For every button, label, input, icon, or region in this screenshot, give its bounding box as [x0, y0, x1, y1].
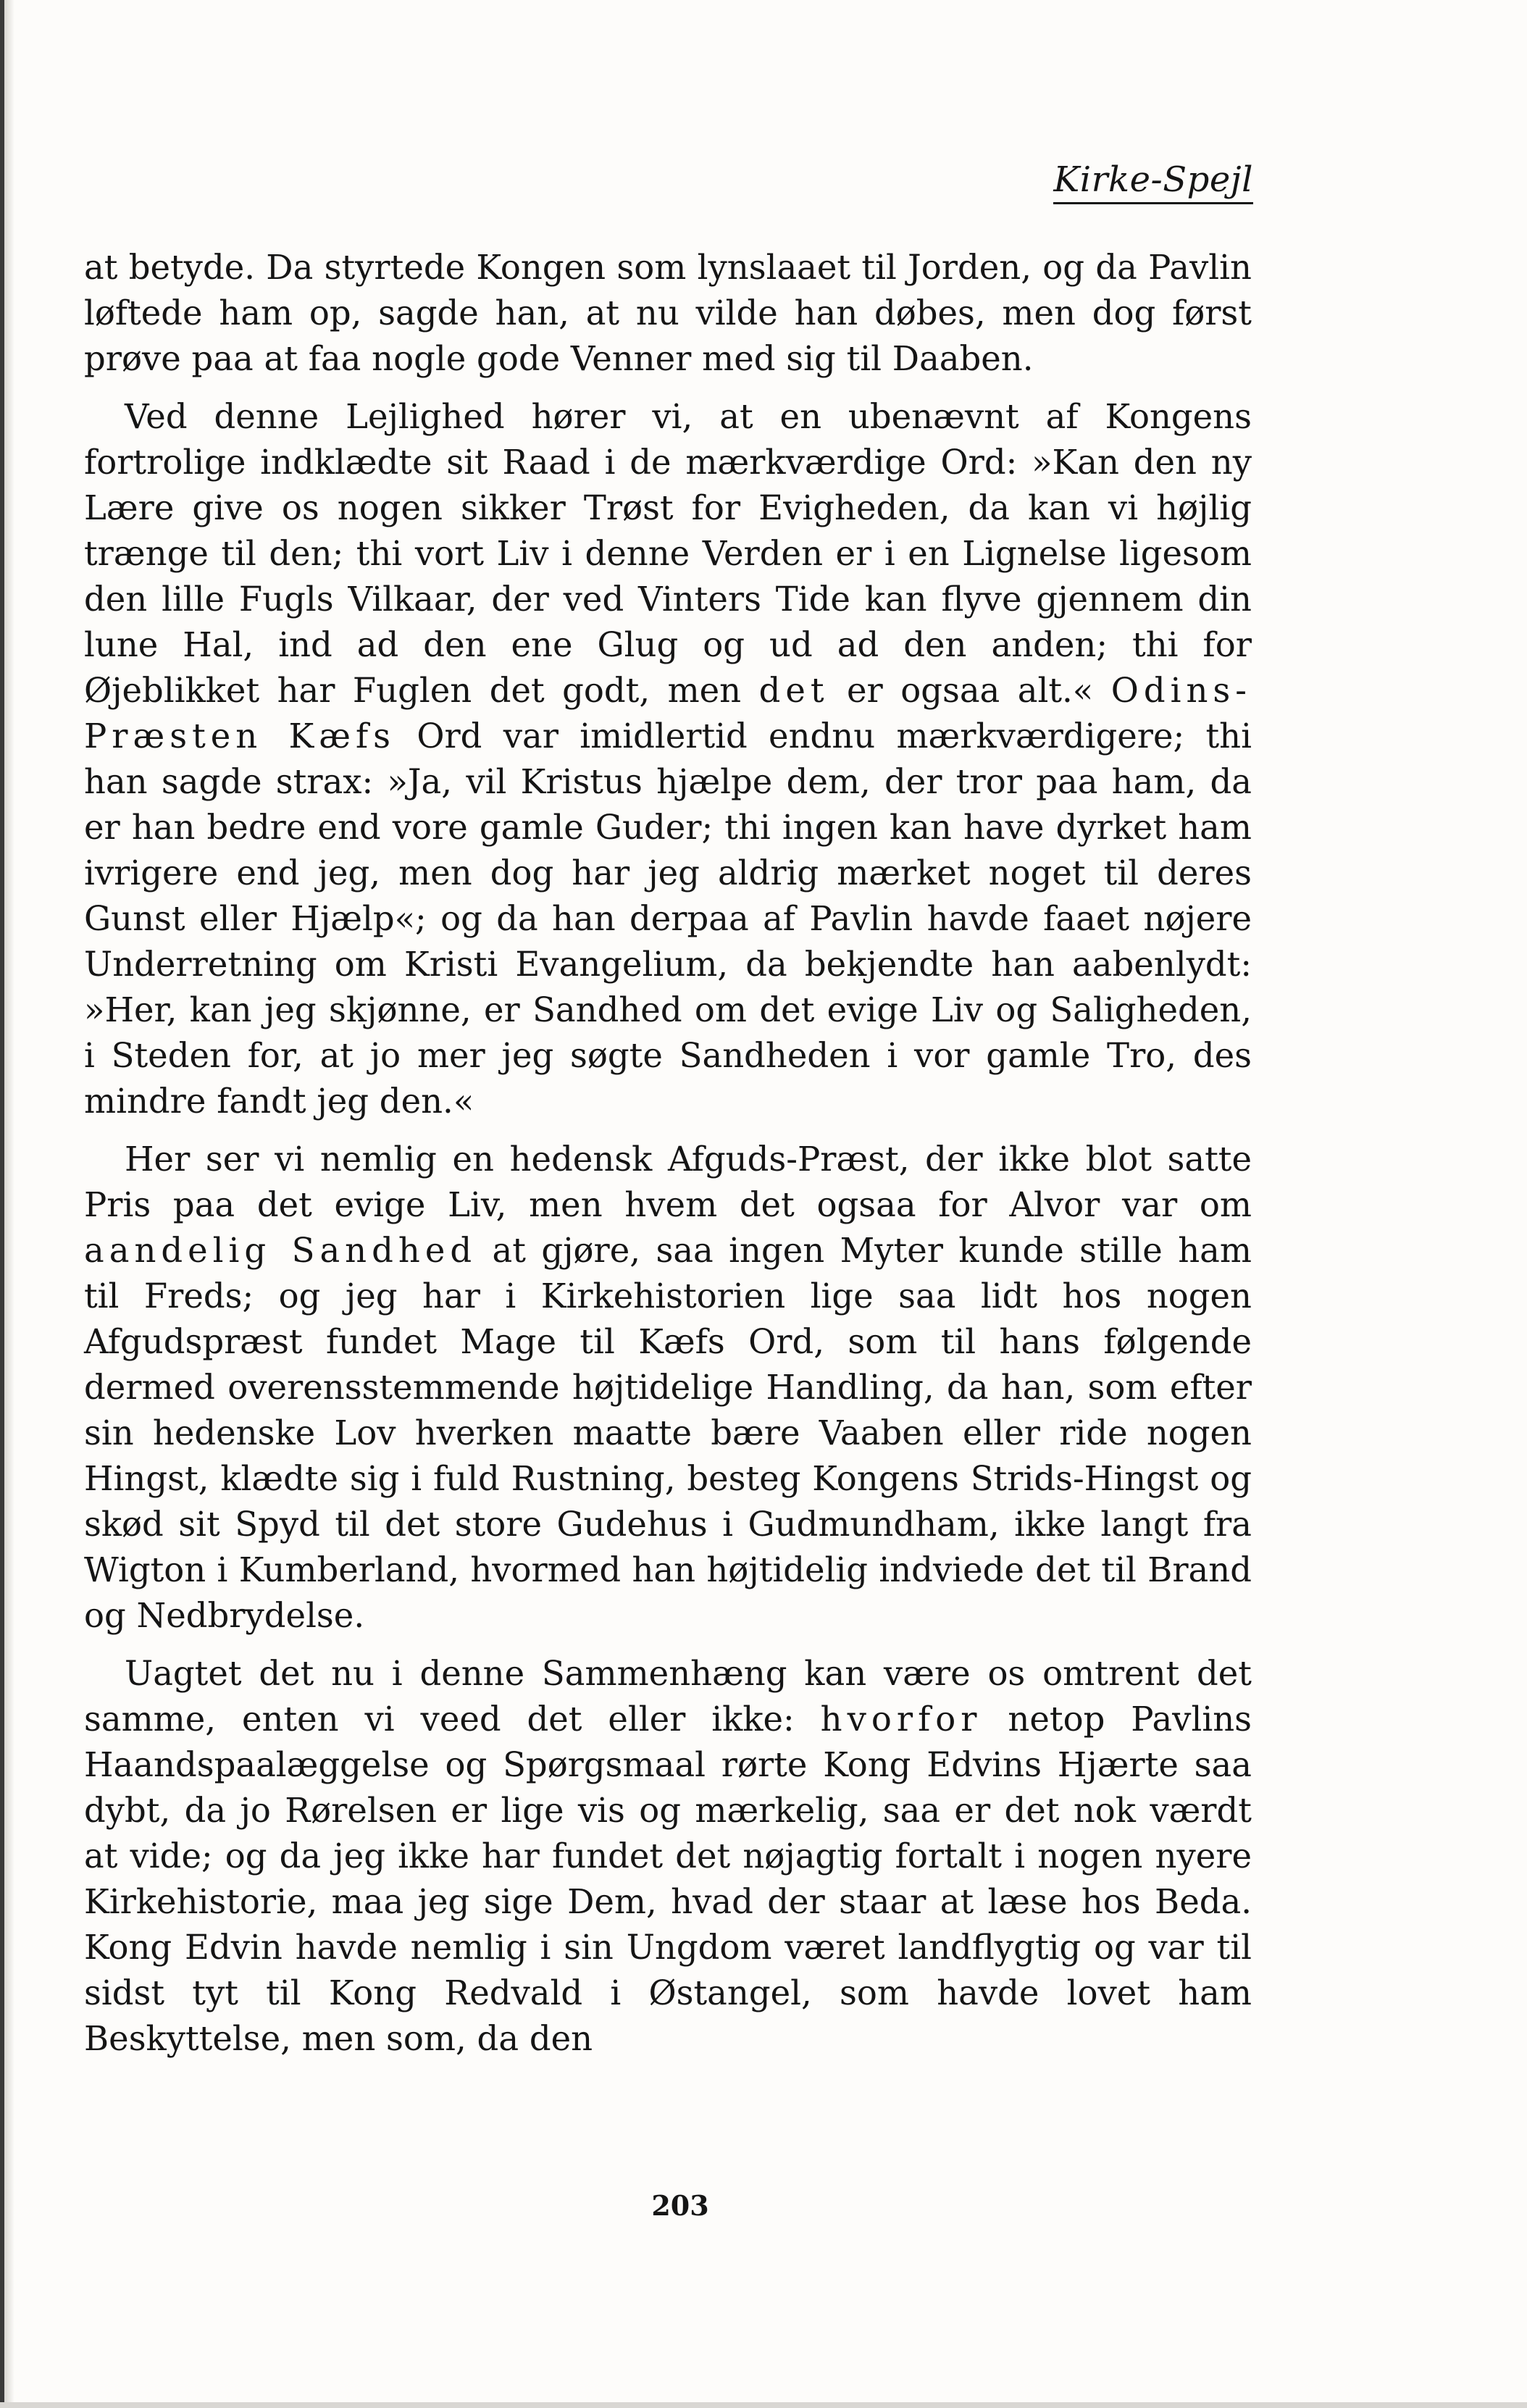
running-title: Kirke-Spejl: [1053, 161, 1253, 204]
page-bottom-edge: [0, 2402, 1527, 2408]
paragraph-4-text-b: netop Pavlins Haandspaalæggelse og Spørgsmaal rørte Kong Edvins Hjærte saa dybt, da jo Rørelsen er lige vis og mærkelig, saa er det nok værdt at vide; og da jeg ikke har fundet det nøjagtig fortalt i nogen nyere Kirkehistorie, maa jeg sige Dem, hvad der staar at læse hos Beda. Kong Edvin havde nemlig i sin Ungdom været landflygtig og var til sidst tyt til Kong Redvald i Østangel, som havde lovet ham Beskyttelse, men som, da den: [84, 1700, 1252, 2058]
paragraph-2-text-c: Ord var imidlertid endnu mærkværdigere; thi han sagde strax: »Ja, vil Kristus hjælpe dem, der tror paa ham, da er han bedre end vore gamle Guder; thi ingen kan have dyrket ham ivrigere end jeg, men dog har jeg aldrig mærket noget til deres Gunst eller Hjælp«; og da han derpaa af Pavlin havde faaet nøjere Underretning om Kristi Evangelium, da bekjendte han aabenlydt: »Her, kan jeg skjønne, er Sandhed om det evige Liv og Saligheden, i Steden for, at jo mer jeg søgte Sandheden i vor gamle Tro, des mindre fandt jeg den.«: [84, 716, 1252, 1121]
paragraph-2-text-b: er ogsaa alt.«: [829, 671, 1111, 710]
paragraph-4-spaced-hvorfor: hvorfor: [820, 1700, 982, 1739]
page-number: 203: [651, 2189, 709, 2222]
page-edge-shadow: [4, 0, 14, 2408]
paragraph-2-spaced-det: det: [758, 671, 829, 710]
paragraph-2: [84, 394, 1252, 1124]
paragraph-4: [84, 1651, 1252, 2062]
paragraph-4-text-a: Uagtet det nu i denne Sammenhæng kan være os omtrent det samme, enten vi veed det eller ikke:: [84, 1654, 1252, 1739]
paragraph-3-text-b: at gjøre, saa ingen Myter kunde stille ham til Freds; og jeg har i Kirkehistorien lige saa lidt hos nogen Afgudspræst fundet Mage til Kæfs Ord, som til hans følgende dermed overensstemmende højtidelige Handling, da han, som efter sin hedenske Lov hverken maatte bære Vaaben eller ride nogen Hingst, klædte sig i fuld Rustning, besteg Kongens Strids-Hingst og skød sit Spyd til det store Gudehus i Gudmundham, ikke langt fra Wigton i Kumberland, hvormed han højtidelig indviede det til Brand og Nedbrydelse.: [84, 1231, 1252, 1635]
paragraph-2-spaced-name: Odins-Præsten Kæfs: [84, 671, 1252, 756]
paragraph-3-spaced-phrase: aandelig Sandhed: [84, 1231, 477, 1270]
paragraph-3: [84, 1137, 1252, 1639]
paragraph-1: [84, 245, 1252, 382]
body-text: [84, 245, 1252, 2074]
paragraph-1-text: at betyde. Da styrtede Kongen som lynslaaet til Jorden, og da Pavlin løftede ham op, sagde han, at nu vilde han døbes, men dog først prøve paa at faa nogle gode Venner med sig til Daaben.: [84, 248, 1252, 378]
paragraph-3-text-a: Her ser vi nemlig en hedensk Afguds-Præst, der ikke blot satte Pris paa det evige Liv, men hvem det ogsaa for Alvor var om: [84, 1140, 1252, 1224]
paragraph-2-text-a: Ved denne Lejlighed hører vi, at en ubenævnt af Kongens fortrolige indklædte sit Raad i de mærkværdige Ord: »Kan den ny Lære give os nogen sikker Trøst for Evigheden, da kan vi højlig trænge til den; thi vort Liv i denne Verden er i en Lignelse ligesom den lille Fugls Vilkaar, der ved Vinters Tide kan flyve gjennem din lune Hal, ind ad den ene Glug og ud ad den anden; thi for Øjeblikket har Fuglen det godt, men: [84, 397, 1252, 710]
